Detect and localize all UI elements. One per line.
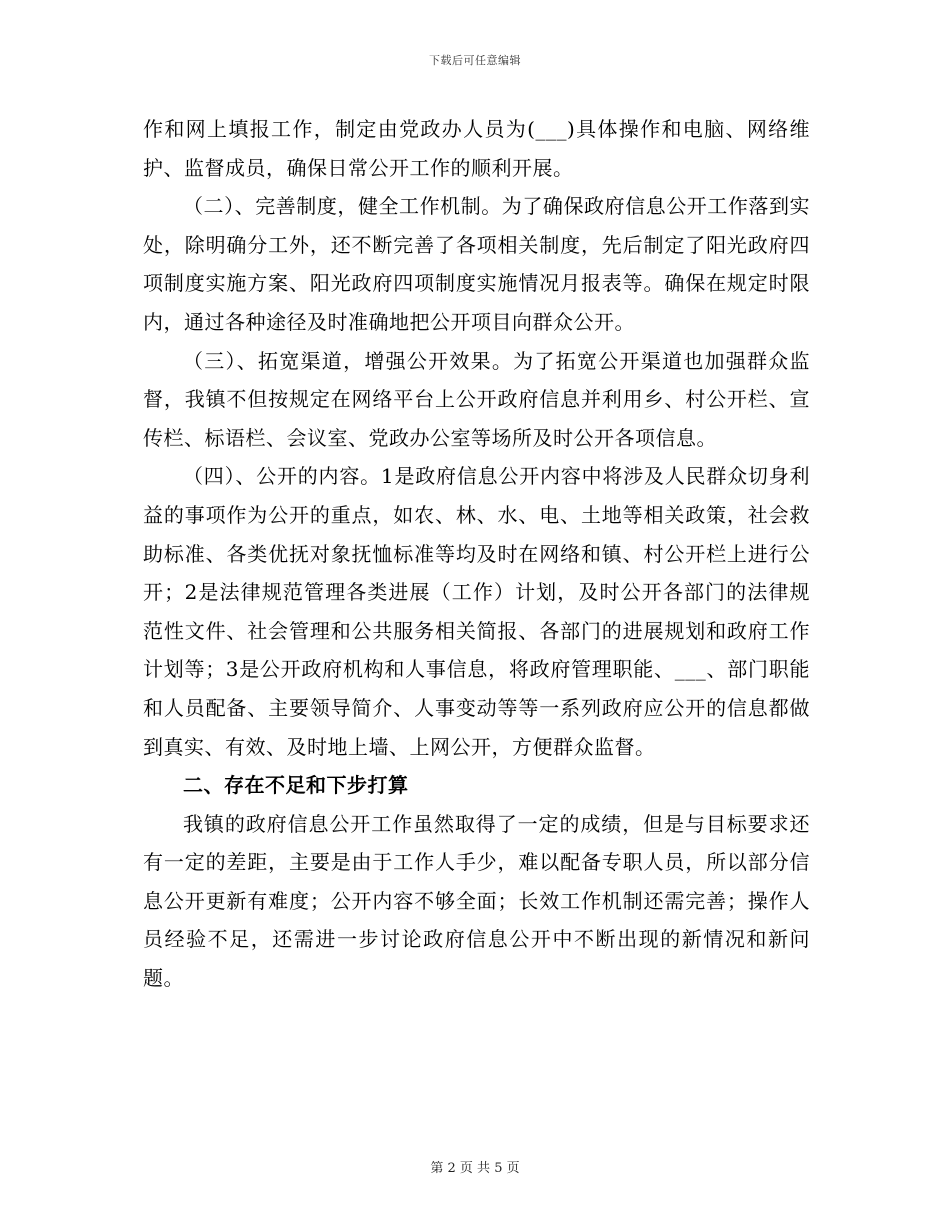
paragraph-section-3: （三）、拓宽渠道，增强公开效果。为了拓宽公开渠道也加强群众监督，我镇不但按规定在网络平台上公开政府信息并利用乡、村公开栏、宣传栏、标语栏、会议室、党政办公室等场所及时公开各项信息。 (143, 348, 810, 450)
paragraph-section-4: （四）、公开的内容。1是政府信息公开内容中将涉及人民群众切身利益的事项作为公开的重点，如农、林、水、电、土地等相关政策，社会救助标准、各类优抚对象抚恤标准等均及时在网络和镇、村公开栏上进行公开；2是法律规范管理各类进展（工作）计划，及时公开各部门的法律规范性文件、社会管理和公共服务相关简报、各部门的进展规划和政府工作计划等；3是公开政府机构和人事信息，将政府管理职能、___、部门职能和人员配备、主要领导简介、人事变动等等一系列政府应公开的信息都做到真实、有效、及时地上墙、上网公开，方便群众监督。 (143, 464, 810, 759)
page-header: 下载后可任意编辑 (429, 54, 521, 67)
paragraph-section-2: （二）、完善制度，健全工作机制。为了确保政府信息公开工作落到实处，除明确分工外，还不断完善了各项相关制度，先后制定了阳光政府四项制度实施方案、阳光政府四项制度实施情况月报表等。确保在规定时限内，通过各种途径及时准确地把公开项目向群众公开。 (143, 194, 810, 334)
paragraph-closing: 我镇的政府信息公开工作虽然取得了一定的成绩，但是与目标要求还有一定的差距，主要是由于工作人手少，难以配备专职人员，所以部分信息公开更新有难度；公开内容不够全面；长效工作机制还需完善；操作人员经验不足，还需进一步讨论政府信息公开中不断出现的新情况和新问题。 (143, 811, 810, 991)
section-heading: 二、存在不足和下步打算 (183, 773, 409, 798)
document-body (143, 110, 810, 998)
paragraph-continuation: 作和网上填报工作，制定由党政办人员为(___)具体操作和电脑、网络维护、监督成员，确保日常公开工作的顺利开展。 (143, 117, 810, 180)
page-number: 第 2 页 共 5 页 (430, 1161, 520, 1176)
